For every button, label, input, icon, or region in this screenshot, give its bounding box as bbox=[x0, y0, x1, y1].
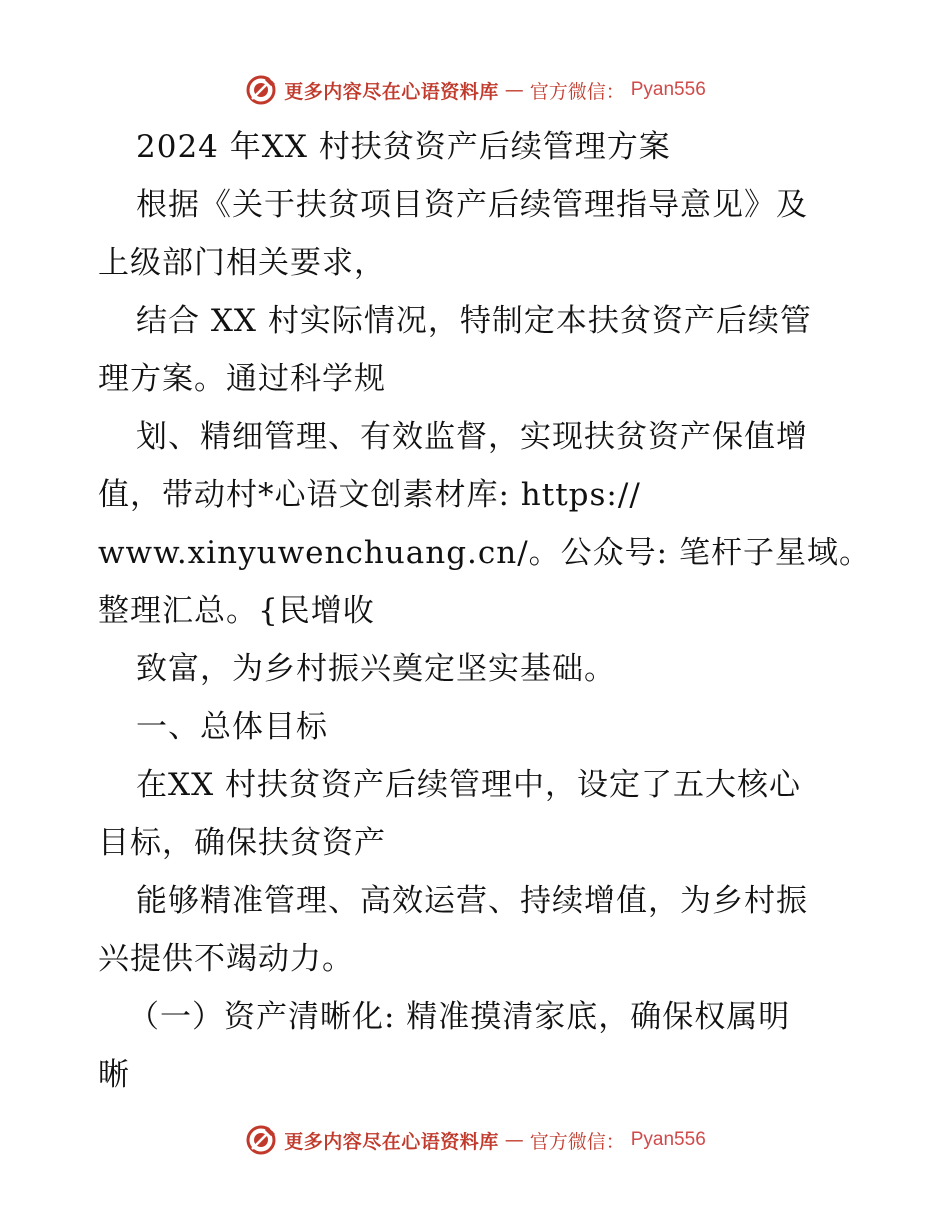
banner-wechat-label: 官方微信： bbox=[529, 1130, 625, 1153]
quill-seal-icon bbox=[244, 1123, 278, 1157]
text-line: 上级部门相关要求， bbox=[98, 245, 386, 281]
text-line: （一）资产清晰化: 精准摸清家底，确保权属明 bbox=[128, 999, 791, 1035]
banner-separator: — bbox=[504, 1129, 524, 1151]
quill-seal-icon bbox=[244, 73, 278, 107]
document-body bbox=[98, 118, 871, 1104]
text-line: 目标，确保扶贫资产 bbox=[98, 825, 386, 861]
text-line: 整理汇总。{民增收 bbox=[98, 593, 375, 629]
header-banner[interactable] bbox=[0, 72, 950, 108]
banner-separator: — bbox=[504, 79, 524, 101]
text-line: 兴提供不竭动力。 bbox=[98, 941, 354, 977]
text-line: 划、精细管理、有效监督，实现扶贫资产保值增 bbox=[136, 419, 808, 455]
text-line: 值，带动村*心语文创素材库: https:// bbox=[98, 477, 641, 513]
text-line: 结合 XX 村实际情况，特制定本扶贫资产后续管 bbox=[136, 303, 812, 339]
banner-wechat-id: Pyan556 bbox=[630, 1129, 706, 1150]
text-line: 一、总体目标 bbox=[136, 709, 328, 745]
banner-brand: 更多内容尽在心语资料库 bbox=[284, 1130, 499, 1153]
footer-banner[interactable] bbox=[0, 1122, 950, 1158]
text-line: www.xinyuwenchuang.cn/。公众号: 笔杆子星域。 bbox=[98, 535, 871, 571]
text-line: 根据《关于扶贫项目资产后续管理指导意见》及 bbox=[136, 187, 808, 223]
banner-wechat-label: 官方微信： bbox=[529, 80, 625, 103]
text-line: 致富，为乡村振兴奠定坚实基础。 bbox=[136, 651, 616, 687]
text-line: 晰 bbox=[98, 1057, 130, 1093]
banner-wechat-id: Pyan556 bbox=[630, 79, 706, 100]
text-line: 能够精准管理、高效运营、持续增值，为乡村振 bbox=[136, 883, 808, 919]
text-line: 在XX 村扶贫资产后续管理中，设定了五大核心 bbox=[136, 767, 801, 803]
banner-brand: 更多内容尽在心语资料库 bbox=[284, 80, 499, 103]
text-line: 2024 年XX 村扶贫资产后续管理方案 bbox=[136, 129, 671, 165]
text-line: 理方案。通过科学规 bbox=[98, 361, 386, 397]
